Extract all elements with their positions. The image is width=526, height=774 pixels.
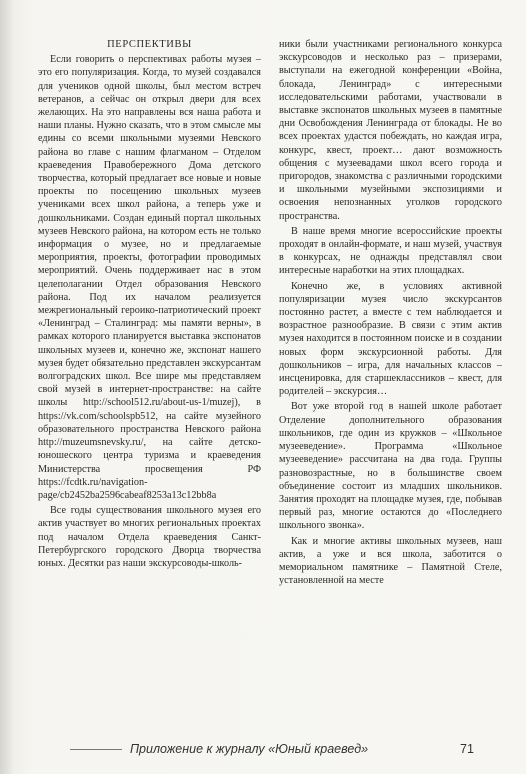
left-column xyxy=(38,38,261,718)
journal-title: Приложение к журналу «Юный краевед» xyxy=(130,742,369,756)
paragraph: Если говорить о перспективах работы музея – это его популяризация. Когда, то музей создавался для учеников одной школы, был местом встреч ветеранов, а сейчас он открыл двери для всех желающих. На это направлены вся наша работа и наши планы. Нужно сказать, что в этом смысле мы едины со всеми школьными музеями Невского района во главе с нашим флагманом – Отделом краеведения Правобережного Дома детского творчества, который предлагает все новые и новые проекты по посещению школьных музеев учениками всех школ района, а теперь уже и дошкольниками. Создан единый портал школьных музеев Невского района, на котором есть не только информация о музее, но и предлагаемые мероприятия, проекты, фотографии проводимых мероприятий. Очень поддерживает нас в этом целеполагании Отдел образования Невского района. Под их началом реализуется межрегиональный героико-патриотический проект «Ленинград – Сталинград: мы памяти верны», в рамках которого планируется выставка экспонатов школьных музеев и, конечно же, экспонат нашего музея будет обязательно представлен экскурсантам волгоградских школ. Все шире мы представляем свой музей в интернет-пространстве: на сайте школы http://school512.ru/about-us-1/muzej), в https://vk.com/schoolspb512, на сайте музейного образовательного пространства Невского района http://muzeumsnevsky.ru/, на сайте детско-юношеского центра туризма и краеведения Министерства просвещения РФ https://fcdtk.ru/navigation-page/cb2452ba2596cabeaf8253a13c12bb8a xyxy=(38,54,261,501)
paragraph: Конечно же, в условиях активной популяризации музея число экскурсантов постоянно растет, а вместе с тем наблюдается и возрастное разнообразие. В связи с этим актив музея находится в постоянном поиске и в создании новых форм экскурсионной работы. Для дошкольников – игра, для начальных классов – инсценировка, для старшеклассников – квест, для родителей – экскурсия… xyxy=(279,280,502,398)
paragraph: Как и многие активы школьных музеев, наш актив, а уже и вся школа, заботится о мемориальном памятнике – Памятной Стеле, установленной на месте xyxy=(279,535,502,587)
right-column xyxy=(279,38,502,718)
binding-shadow xyxy=(0,0,14,774)
article-body xyxy=(38,38,502,718)
page-number: 71 xyxy=(460,742,474,756)
paragraph-continued: ники были участниками регионального конкурса экскурсоводов и несколько раз – призерами, выступали на ежегодной конференции «Война, блокада, Ленинград» с интересными исследовательскими работами, участвовали в выставке экспонатов школьных музеев в памятные дни Освобождения Ленинграда от блокады. Не во всех проектах удастся побеждать, но каждая игра, конкурс, квест, проект… дают возможность общения с музеевадами школ всего города и пригородов, знакомства с различными городскими и школьными музейными экспозициями и освоения непознанных уголков городского пространства. xyxy=(279,39,502,222)
paragraph: В наше время многие всероссийские проекты проходят в онлайн-формате, и наш музей, участвуя в конкурсах, не однажды представлял свои интересные наработки на этих площадках. xyxy=(279,225,502,277)
paragraph: Вот уже второй год в нашей школе работает Отделение дополнительного образования школьников, где один из кружков – «Школьное музееведение». Программа «Школьное музееведение» рассчитана на два года. Группы разновозрастные, но в большинстве своем объединение состоит из младших школьников. Занятия проходят на площадке музея, где, побывав первый раз, многие остаются до «Последнего школьного звонка». xyxy=(279,401,502,532)
section-heading: ПЕРСПЕКТИВЫ xyxy=(107,39,192,50)
page-footer xyxy=(0,742,526,762)
footer-rule xyxy=(70,749,122,750)
paragraph: Все годы существования школьного музея его актив участвует во многих региональных проектах под началом Отдела краеведения Санкт-Петербургского городского Дворца творчества юных. Десятки раз наши экскурсоводы-школь- xyxy=(38,505,261,569)
